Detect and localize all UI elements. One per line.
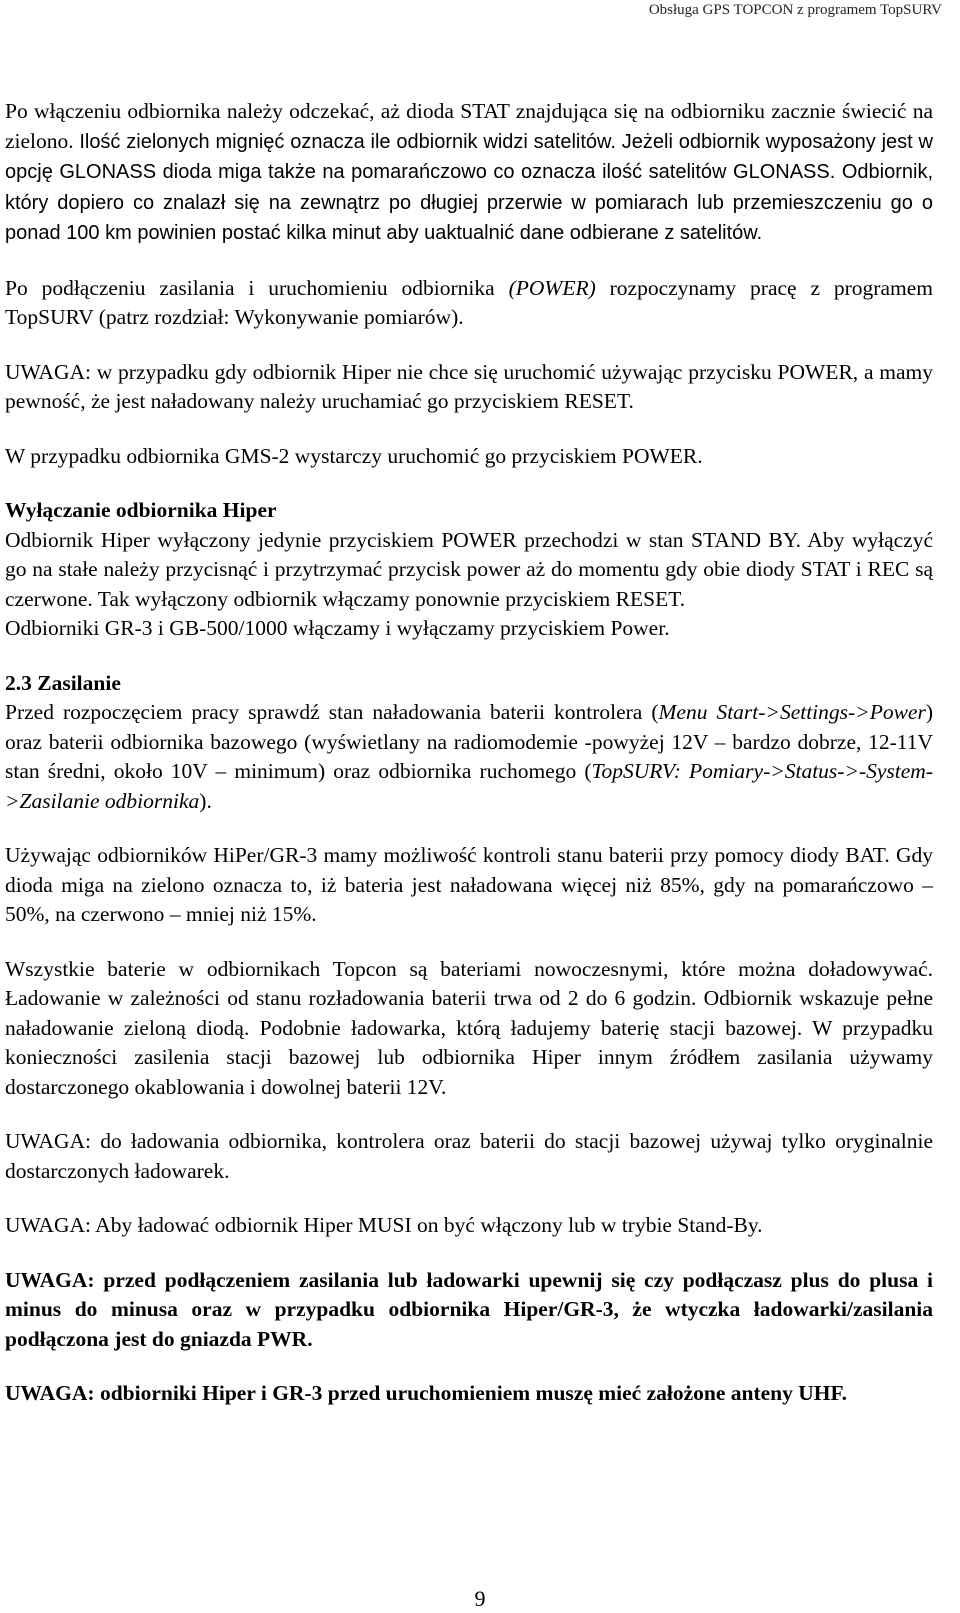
page-number: 9: [474, 1586, 486, 1611]
paragraph-warning-standby: UWAGA: Aby ładować odbiornik Hiper MUSI on być włączony lub w trybie Stand-By.: [5, 1213, 763, 1237]
paragraph-gr3-power: Odbiorniki GR-3 i GB-500/1000 włączamy i wyłączamy przyciskiem Power.: [5, 616, 670, 640]
paragraph-batteries: Wszystkie baterie w odbiornikach Topcon są bateriami nowoczesnymi, które można doładowywać. Ładowanie w zależności od stanu rozładowania baterii trwa od 2 do 6 godzin. Odbiornik wskazuje pełne naładowanie zieloną diodą. Podobnie ładowarka, którą ładujemy baterię stacji bazowej. W przypadku konieczności zasilenia stacji bazowej lub odbiornika Hiper innym źródłem zasilania używamy dostarczonego okablowania i dowolnej baterii 12V.: [5, 956, 933, 1099]
paragraph-power-on: Po podłączeniu zasilania i uruchomieniu odbiornika (POWER) rozpoczynamy pracę z programem TopSURV (patrz rozdział: Wykonywanie pomiarów).: [5, 275, 933, 329]
paragraph-warning-chargers: UWAGA: do ładowania odbiornika, kontrolera oraz baterii do stacji bazowej używaj tylko oryginalnie dostarczonych ładowarek.: [5, 1129, 933, 1183]
paragraph-warning-reset: UWAGA: w przypadku gdy odbiornik Hiper nie chce się uruchomić używając przycisku POWER, a mamy pewność, że jest naładowany należy uruchamiać go przyciskiem RESET.: [5, 359, 933, 413]
paragraph-gms2: W przypadku odbiornika GMS-2 wystarczy uruchomić go przyciskiem POWER.: [5, 443, 703, 468]
document-body: [5, 97, 933, 1409]
paragraph-stat-led: Po włączeniu odbiornika należy odczekać, aż dioda STAT znajdująca się na odbiorniku zacznie świecić na zielono. Ilość zielonych mignięć oznacza ile odbiornik widzi satelitów. Jeżeli odbiornik wyposażony jest w opcję GLONASS dioda miga także na pomarańczowo co oznacza ilość satelitów GLONASS. Odbiornik, który dopiero co znalazł się na zewnątrz po długiej przerwie w pomiarach lub przemieszczeniu go o ponad 100 km powinien postać kilka minut aby uaktualnić dane odbierane z satelitów.: [5, 99, 933, 244]
paragraph-battery-check: Przed rozpoczęciem pracy sprawdź stan naładowania baterii kontrolera (Menu Start->Settings->Power) oraz baterii odbiornika bazowego (wyświetlany na radiomodemie -powyżej 12V – bardzo dobrze, 12-11V stan średni, około 10V – minimum) oraz odbiornika ruchomego (TopSURV: Pomiary->Status->-System->Zasilanie odbiornika).: [5, 700, 933, 813]
paragraph-bat-led: Używając odbiorników HiPer/GR-3 mamy możliwość kontroli stanu baterii przy pomocy diody BAT. Gdy dioda miga na zielono oznacza to, iż bateria jest naładowana więcej niż 85%, gdy na pomarańczowo – 50%, na czerwono – mniej niż 15%.: [5, 843, 933, 926]
paragraph-warning-uhf: UWAGA: odbiorniki Hiper i GR-3 przed uruchomieniem muszę mieć założone anteny UHF.: [5, 1381, 848, 1405]
heading-hiper-off: Wyłączanie odbiornika Hiper: [5, 498, 277, 522]
heading-power-supply: 2.3 Zasilanie: [5, 670, 121, 695]
running-header: Obsługa GPS TOPCON z programem TopSURV: [648, 2, 942, 18]
paragraph-hiper-off: Odbiornik Hiper wyłączony jedynie przyciskiem POWER przechodzi w stan STAND BY. Aby wyłączyć go na stałe należy przycisnąć i przytrzymać przycisk power aż do momentu gdy obie diody STAT i REC są czerwone. Tak wyłączony odbiornik włączamy ponownie przyciskiem RESET.: [5, 527, 933, 611]
paragraph-warning-polarity: UWAGA: przed podłączeniem zasilania lub ładowarki upewnij się czy podłączasz plus do plusa i minus do minusa oraz w przypadku odbiornika Hiper/GR-3, że wtyczka ładowarki/zasilania podłączona jest do gniazda PWR.: [5, 1267, 933, 1351]
